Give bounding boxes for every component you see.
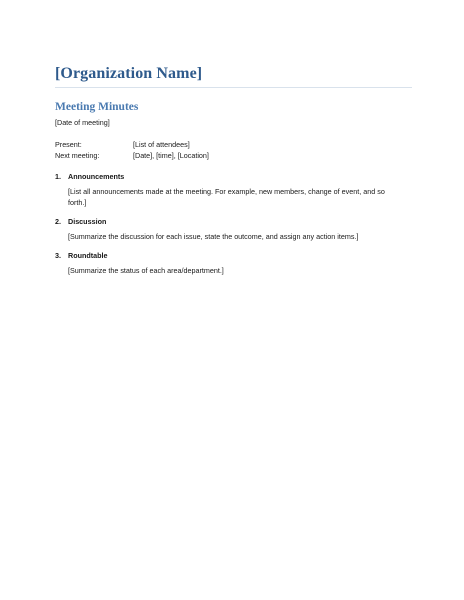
section-heading	[55, 172, 416, 182]
section-roundtable	[55, 251, 416, 276]
meeting-meta	[55, 139, 416, 161]
section-announcements	[55, 172, 416, 208]
meta-label-next-meeting: Next meeting:	[55, 151, 100, 160]
section-heading	[55, 251, 416, 261]
section-number: 2.	[55, 217, 61, 226]
meta-row-present	[55, 139, 416, 150]
meta-value-next-meeting[interactable]: [Date], [time], [Location]	[133, 151, 209, 160]
document-subtitle[interactable]: Meeting Minutes	[55, 101, 139, 113]
section-discussion	[55, 217, 416, 242]
agenda-sections	[55, 172, 416, 276]
section-body[interactable]: [Summarize the status of each area/department.]	[68, 266, 224, 275]
meta-value-attendees[interactable]: [List of attendees]	[133, 140, 190, 149]
section-body[interactable]: [List all announcements made at the meeting. For example, new members, change of event, and so forth.]	[68, 187, 385, 207]
section-title[interactable]: Discussion	[68, 217, 107, 226]
meta-row-next-meeting	[55, 150, 416, 161]
section-heading	[55, 217, 416, 227]
meta-label-present: Present:	[55, 140, 82, 149]
section-number: 3.	[55, 251, 61, 260]
section-title[interactable]: Roundtable	[68, 251, 108, 260]
section-number: 1.	[55, 172, 61, 181]
organization-name[interactable]: [Organization Name]	[55, 64, 412, 88]
meeting-date[interactable]: [Date of meeting]	[55, 118, 110, 127]
section-body[interactable]: [Summarize the discussion for each issue, state the outcome, and assign any action items.]	[68, 232, 359, 241]
section-title[interactable]: Announcements	[68, 172, 125, 181]
